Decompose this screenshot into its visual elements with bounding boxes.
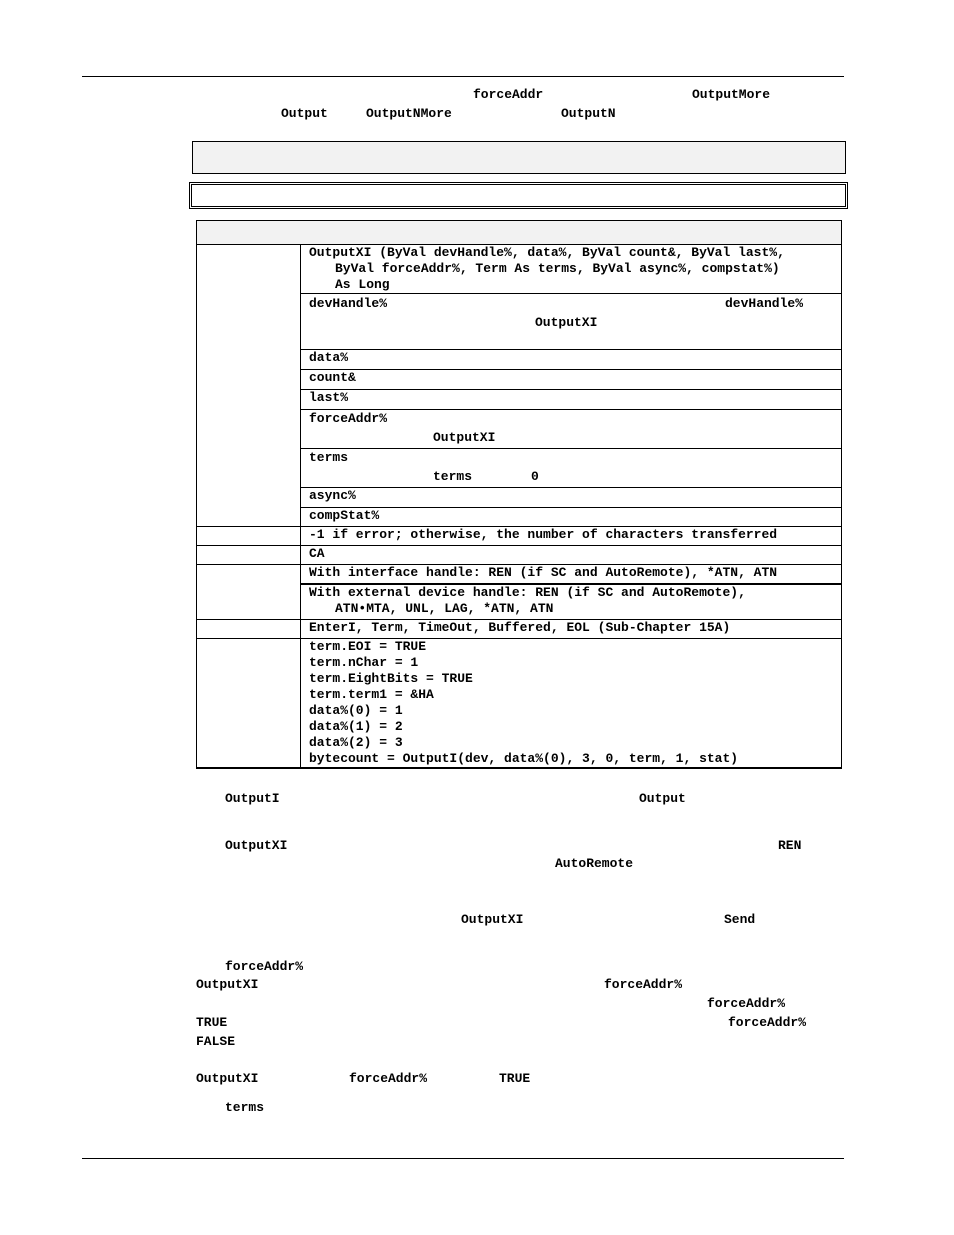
example-line: term.EOI = TRUE bbox=[309, 639, 427, 654]
function-reference-table bbox=[196, 220, 842, 769]
param-devhandle-fn: OutputXI bbox=[535, 315, 598, 330]
example-line: data%(0) = 1 bbox=[309, 703, 403, 718]
example-line: data%(2) = 3 bbox=[309, 735, 403, 750]
header-rule bbox=[82, 76, 844, 77]
body-p5-outputxi: OutputXI bbox=[196, 1071, 259, 1086]
section-heading-box bbox=[192, 141, 846, 174]
param-terms-name: terms bbox=[309, 450, 349, 465]
syntax-label-cell bbox=[197, 245, 301, 527]
param-last-cell: last% bbox=[301, 390, 842, 410]
intro-outputnmore: OutputNMore bbox=[366, 106, 452, 121]
bus-states-cell-2 bbox=[301, 584, 842, 620]
returns-row bbox=[197, 527, 842, 546]
param-devhandle-cell bbox=[301, 294, 842, 350]
body-p4-forceaddr-3: forceAddr% bbox=[707, 996, 786, 1011]
syntax-line: As Long bbox=[335, 277, 390, 292]
body-p4-false: FALSE bbox=[196, 1034, 236, 1049]
param-devhandle-ref: devHandle% bbox=[725, 296, 804, 311]
body-p6-terms: terms bbox=[225, 1100, 265, 1115]
example-label-cell bbox=[197, 639, 301, 769]
example-line: term.EightBits = TRUE bbox=[309, 671, 473, 686]
table-header-cell bbox=[197, 221, 842, 245]
mode-label-cell bbox=[197, 546, 301, 565]
param-count-cell: count& bbox=[301, 370, 842, 390]
syntax-line: OutputXI (ByVal devHandle%, data%, ByVal count&, ByVal last%, bbox=[309, 245, 785, 260]
body-p5-true: TRUE bbox=[499, 1071, 531, 1086]
body-p2-autoremote: AutoRemote bbox=[555, 856, 634, 871]
bus-states-line: ATN•MTA, UNL, LAG, *ATN, ATN bbox=[335, 601, 554, 616]
example-cell bbox=[301, 639, 842, 769]
returns-cell: -1 if error; otherwise, the number of characters transferred bbox=[301, 527, 842, 546]
table-header-row bbox=[197, 221, 842, 245]
bus-states-label-cell bbox=[197, 565, 301, 620]
intro-forceaddr: forceAddr bbox=[473, 87, 544, 102]
body-p4-outputxi: OutputXI bbox=[196, 977, 259, 992]
see-also-label-cell bbox=[197, 620, 301, 639]
syntax-row bbox=[197, 245, 842, 294]
body-p4-true: TRUE bbox=[196, 1015, 228, 1030]
example-row bbox=[197, 639, 842, 769]
returns-label-cell bbox=[197, 527, 301, 546]
param-terms-zero: 0 bbox=[531, 469, 539, 484]
bus-states-cell-1: With interface handle: REN (if SC and AutoRemote), *ATN, ATN bbox=[301, 565, 842, 585]
param-devhandle-name: devHandle% bbox=[309, 296, 388, 311]
param-compstat-cell: compStat% bbox=[301, 508, 842, 527]
bus-states-row-1 bbox=[197, 565, 842, 585]
function-title-box bbox=[189, 182, 848, 209]
example-line: term.nChar = 1 bbox=[309, 655, 419, 670]
mode-cell: CA bbox=[301, 546, 842, 565]
param-forceaddr-cell bbox=[301, 410, 842, 449]
body-p1-output: Output bbox=[639, 791, 686, 806]
body-p4-forceaddr-4: forceAddr% bbox=[728, 1015, 807, 1030]
example-line: term.term1 = &HA bbox=[309, 687, 434, 702]
example-line: bytecount = OutputI(dev, data%(0), 3, 0, term, 1, stat) bbox=[309, 751, 739, 766]
intro-outputn: OutputN bbox=[561, 106, 616, 121]
see-also-row bbox=[197, 620, 842, 639]
body-p3-send: Send bbox=[724, 912, 756, 927]
body-p3-outputxi: OutputXI bbox=[461, 912, 524, 927]
param-data-cell: data% bbox=[301, 350, 842, 370]
example-line: data%(1) = 2 bbox=[309, 719, 403, 734]
param-forceaddr-name: forceAddr% bbox=[309, 411, 388, 426]
footer-rule bbox=[82, 1158, 844, 1159]
mode-row bbox=[197, 546, 842, 565]
body-p1-outputi: OutputI bbox=[225, 791, 280, 806]
param-terms-cell bbox=[301, 449, 842, 488]
see-also-cell: EnterI, Term, TimeOut, Buffered, EOL (Sub-Chapter 15A) bbox=[301, 620, 842, 639]
body-p2-ren: REN bbox=[778, 838, 802, 853]
bus-states-line: With external device handle: REN (if SC and AutoRemote), bbox=[309, 585, 746, 600]
body-p4-forceaddr-2: forceAddr% bbox=[604, 977, 683, 992]
body-p2-outputxi: OutputXI bbox=[225, 838, 288, 853]
intro-outputmore: OutputMore bbox=[692, 87, 771, 102]
intro-output: Output bbox=[281, 106, 328, 121]
body-p4-forceaddr: forceAddr% bbox=[225, 959, 304, 974]
param-terms-ref: terms bbox=[433, 469, 473, 484]
param-async-cell: async% bbox=[301, 488, 842, 508]
syntax-line: ByVal forceAddr%, Term As terms, ByVal async%, compstat%) bbox=[335, 261, 780, 276]
syntax-cell bbox=[301, 245, 842, 294]
body-p5-forceaddr: forceAddr% bbox=[349, 1071, 428, 1086]
param-forceaddr-fn: OutputXI bbox=[433, 430, 496, 445]
